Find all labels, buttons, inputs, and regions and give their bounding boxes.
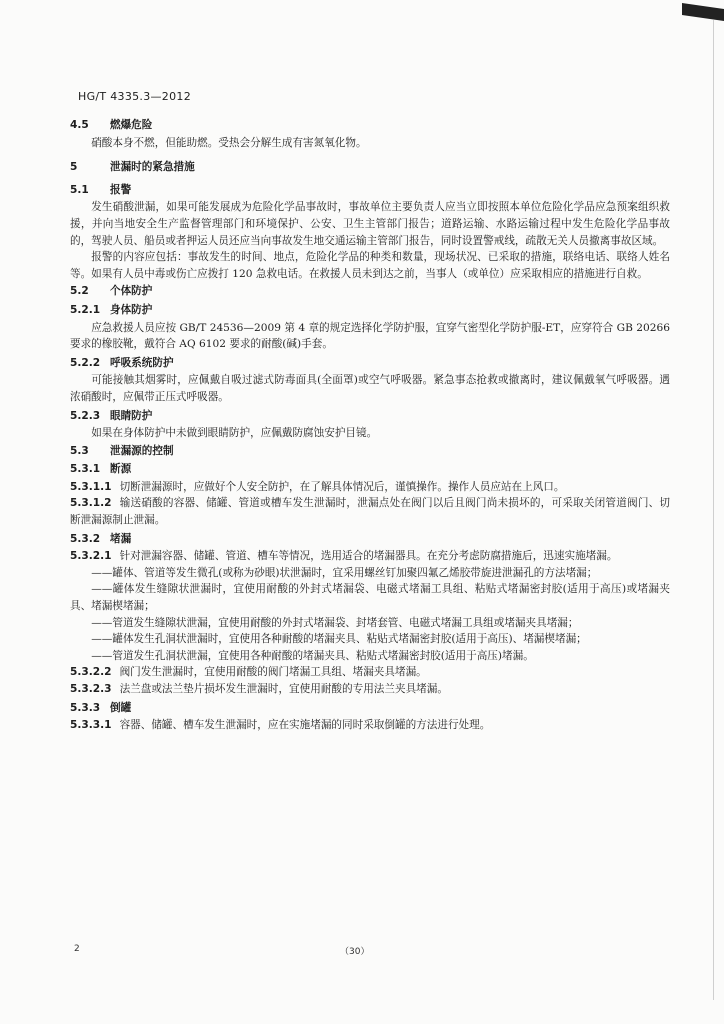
scan-corner-mark xyxy=(682,3,724,21)
clause-number: 5.3.2.1 xyxy=(70,550,112,563)
section-number: 5.3 xyxy=(70,444,89,457)
paragraph: 应急救援人员应按 GB/T 24536—2009 第 4 章的规定选择化学防护服，宜穿气密型化学防护服-ET，应穿符合 GB 20266 要求的橡胶靴，戴符合 AQ 6102 要求的耐酸(碱)手套。 xyxy=(70,321,670,351)
section-heading xyxy=(70,283,670,300)
page-number: 2 xyxy=(74,944,80,954)
clause-number: 5.3.3.1 xyxy=(70,719,112,732)
scan-edge-line xyxy=(713,20,714,1000)
section-heading xyxy=(70,117,670,134)
clause-text: 针对泄漏容器、储罐、管道、槽车等情况，选用适合的堵漏器具。在充分考虑防腐措施后，迅速实施堵漏。 xyxy=(119,550,618,563)
subsection-heading xyxy=(70,408,670,425)
section-title: 个体防护 xyxy=(110,285,153,298)
standard-code: HG/T 4335.3—2012 xyxy=(78,90,192,103)
dash-list-item: ——罐体发生孔洞状泄漏时，宜使用各种耐酸的堵漏夹具、粘贴式堵漏密封胶(适用于高压)、堵漏楔堵漏； xyxy=(91,633,587,646)
clause-text: 输送硝酸的容器、储罐、管道或槽车发生泄漏时，泄漏点处在阀门以后且阀门尚未损坏的，可采取关闭管道阀门、切断泄漏源制止泄漏。 xyxy=(70,497,670,527)
section-title: 眼睛防护 xyxy=(110,409,153,422)
section-heading xyxy=(70,443,670,460)
paragraph: 报警的内容应包括：事故发生的时间、地点，危险化学品的种类和数量，现场状况、已采取的措施，联络电话、联络人姓名等。如果有人员中毒或伤亡应拨打 120 急救电话。在救援人员未到达之前，当事人（或单位）应采取相应的措施进行自救。 xyxy=(70,251,670,280)
section-number: 5.2.3 xyxy=(70,409,101,422)
numbered-clause xyxy=(70,664,670,681)
section-number: 4.5 xyxy=(70,119,89,131)
subsection-heading xyxy=(70,700,670,717)
clause-text: 容器、储罐、槽车发生泄漏时，应在实施堵漏的同时采取倒罐的方法进行处理。 xyxy=(119,719,491,732)
numbered-clause xyxy=(70,479,670,496)
section-number: 5.1 xyxy=(70,183,89,196)
section-title: 堵漏 xyxy=(110,532,132,545)
clause-text: 法兰盘或法兰垫片损坏发生泄漏时，宜使用耐酸的专用法兰夹具堵漏。 xyxy=(119,683,448,695)
numbered-clause xyxy=(70,548,670,565)
dash-list-item: ——罐体、管道等发生微孔(或称为砂眼)状泄漏时，宜采用螺丝钉加聚四氟乙烯胶带旋进泄漏孔的方法堵漏； xyxy=(91,566,598,579)
subsection-heading xyxy=(70,531,670,548)
section-number: 5.2.1 xyxy=(70,303,101,316)
subsection-heading xyxy=(70,461,670,478)
section-heading xyxy=(70,182,670,199)
section-number: 5.2 xyxy=(70,285,89,298)
section-title: 燃爆危险 xyxy=(110,119,153,131)
section-number: 5 xyxy=(70,161,78,174)
clause-number: 5.3.1.2 xyxy=(70,497,112,510)
subsection-heading xyxy=(70,355,670,372)
paragraph: 可能接触其烟雾时，应佩戴自吸过滤式防毒面具(全面罩)或空气呼吸器。紧急事态抢救或撤离时，建议佩戴氧气呼吸器。遇浓硝酸时，应佩带正压式呼吸器。 xyxy=(70,374,670,403)
clause-number: 5.3.1.1 xyxy=(70,480,112,493)
section-title: 报警 xyxy=(110,183,132,196)
numbered-clause xyxy=(70,681,670,698)
section-heading xyxy=(70,159,670,176)
section-title: 泄漏源的控制 xyxy=(110,444,174,457)
section-number: 5.3.3 xyxy=(70,701,101,714)
dash-list-item: ——罐体发生缝隙状泄漏时，宜使用耐酸的外封式堵漏袋、电磁式堵漏工具组、粘贴式堵漏密封胶(适用于高压)或堵漏夹具、堵漏楔堵漏； xyxy=(70,583,670,613)
numbered-clause xyxy=(70,717,670,734)
paragraph: 如果在身体防护中未做到眼睛防护，应佩戴防腐蚀安护目镜。 xyxy=(91,427,378,440)
section-title: 呼吸系统防护 xyxy=(110,356,174,369)
clause-text: 阀门发生泄漏时，宜使用耐酸的阀门堵漏工具组、堵漏夹具堵漏。 xyxy=(119,666,427,679)
section-title: 断源 xyxy=(110,463,132,476)
section-number: 5.3.2 xyxy=(70,532,101,545)
section-number: 5.3.1 xyxy=(70,463,101,476)
clause-text: 切断泄漏源时，应做好个人安全防护，在了解具体情况后，谨慎操作。操作人员应站在上风口。 xyxy=(119,480,565,493)
clause-number: 5.3.2.3 xyxy=(70,683,112,695)
paragraph: 发生硝酸泄漏，如果可能发展成为危险化学品事故时，事故单位主要负责人应当立即按照本单位危险化学品应急预案组织救援，并向当地安全生产监督管理部门和环境保护、公安、卫生主管部门报告；道路运输、水路运输过程中发生危险化学品事故的，驾驶人员、船员或者押运人员还应当向事故发生地交通运输主管部门报告，同时设置警戒线，疏散无关人员撤离事故区域。 xyxy=(70,201,670,247)
dash-list-item: ——管道发生孔洞状泄漏，宜使用各种耐酸的堵漏夹具、粘贴式堵漏密封胶(适用于高压)堵漏。 xyxy=(91,649,534,662)
section-number: 5.2.2 xyxy=(70,356,101,369)
numbered-clause xyxy=(70,495,670,528)
section-title: 身体防护 xyxy=(110,303,153,316)
clause-number: 5.3.2.2 xyxy=(70,666,112,679)
section-title: 泄漏时的紧急措施 xyxy=(110,161,195,174)
document-body xyxy=(70,116,670,734)
paragraph: 硝酸本身不燃，但能助燃。受热会分解生成有害氮氧化物。 xyxy=(91,136,367,149)
page-center-mark: （30） xyxy=(340,947,370,957)
dash-list-item: ——管道发生缝隙状泄漏，宜使用耐酸的外封式堵漏袋、封堵套管、电磁式堵漏工具组或堵漏夹具堵漏； xyxy=(91,616,579,629)
section-title: 倒罐 xyxy=(110,701,132,714)
subsection-heading xyxy=(70,302,670,319)
